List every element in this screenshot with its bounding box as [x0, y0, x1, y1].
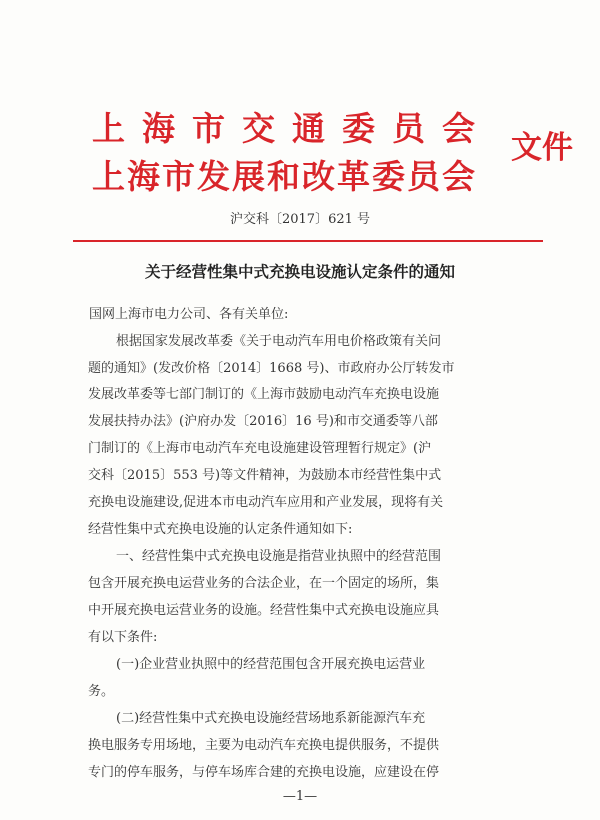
body-line: 充换电设施建设,促进本市电动汽车应用和产业发展，现将有关	[88, 495, 444, 510]
document-number: 沪交科〔2017〕621 号	[229, 212, 371, 227]
issuer-line-2: 上海市发展和改革委员会	[92, 157, 477, 196]
body-line: 国网上海市电力公司、各有关单位:	[89, 307, 289, 322]
notice-title: 关于经营性集中式充换电设施认定条件的通知	[144, 262, 455, 281]
body-line: 包含开展充换电运营业务的合法企业，在一个固定的场所，集	[88, 576, 440, 591]
body-line: 中开展充换电运营业务的设施。经营性集中式充换电设施应具	[88, 603, 440, 618]
body-line: 务。	[88, 684, 115, 699]
body-line: 题的通知》(发改价格〔2014〕1668 号)、市政府办公厅转发市	[88, 361, 455, 376]
body-line: 交科〔2015〕553 号)等文件精神，为鼓励本市经营性集中式	[88, 468, 442, 483]
body-line: (二)经营性集中式充换电设施经营场地系新能源汽车充	[116, 711, 426, 726]
body-line: 专门的停车服务，与停车场库合建的充换电设施，应建设在停	[88, 765, 440, 780]
body-line: 门制订的《上海市电动汽车充电设施建设管理暂行规定》(沪	[88, 441, 432, 456]
page-number: —1—	[282, 789, 318, 804]
document-word: 文件	[511, 130, 573, 166]
body-line: 有以下条件:	[88, 630, 158, 645]
body-line: 根据国家发展改革委《关于电动汽车用电价格政策有关问	[116, 334, 442, 349]
body-line: 换电服务专用场地，主要为电动汽车充换电提供服务，不提供	[88, 738, 440, 753]
body-line: 发展改革委等七部门制订的《上海市鼓励电动汽车充换电设施	[88, 387, 440, 402]
body-line: 发展扶持办法》(沪府办发〔2016〕16 号)和市交通委等八部	[88, 414, 438, 429]
issuer-line-1: 上海市交通委员会	[92, 109, 492, 148]
body-line: 一、经营性集中式充换电设施是指营业执照中的经营范围	[116, 549, 442, 564]
body-line: 经营性集中式充换电设施的认定条件通知如下:	[88, 522, 353, 537]
body-line: (一)企业营业执照中的经营范围包含开展充换电运营业	[116, 657, 426, 672]
red-separator-line	[73, 240, 543, 242]
